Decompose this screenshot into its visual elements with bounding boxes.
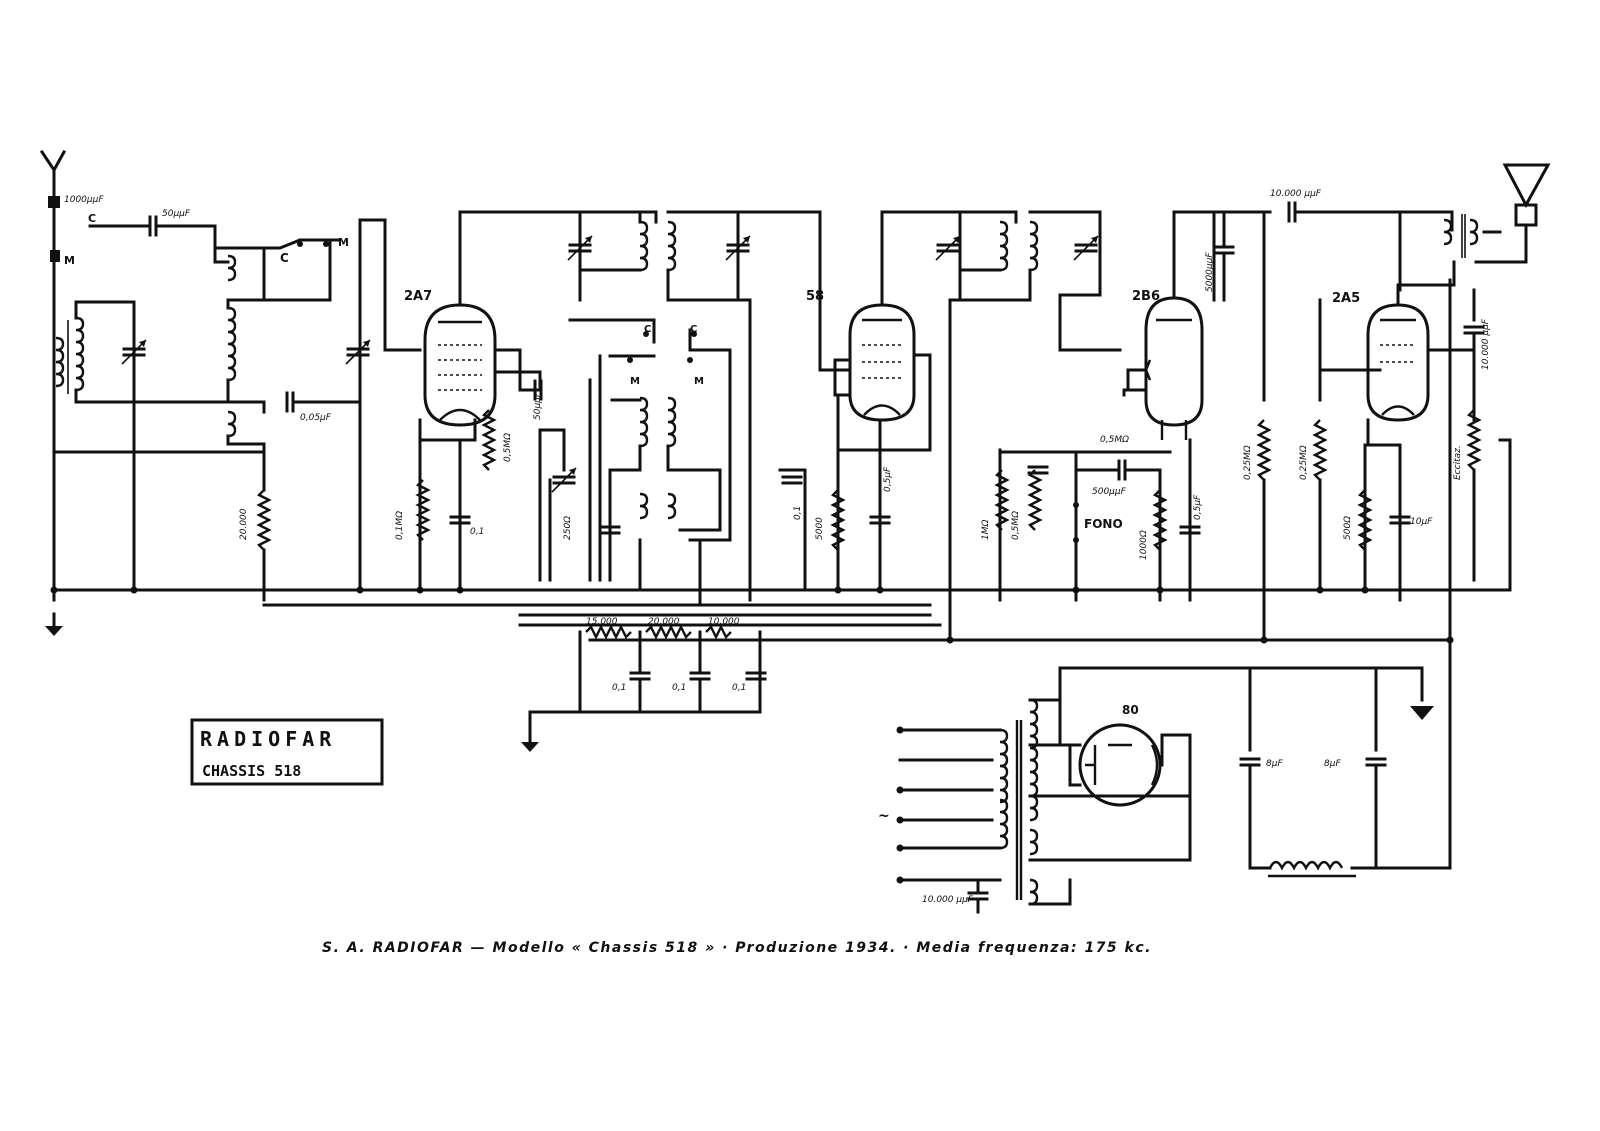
caption: S. A. RADIOFAR — Modello « Chassis 518 » · Produzione 1934. · Media frequenza: 175 kc. bbox=[322, 940, 1152, 956]
mains-cap-label: 10.000 μμF bbox=[1481, 319, 1491, 370]
c-05-label: 0,5μF bbox=[883, 466, 893, 492]
svg-text:C: C bbox=[88, 212, 97, 225]
svg-text:M: M bbox=[64, 254, 75, 267]
field-label: Eccitaz. bbox=[1453, 445, 1463, 480]
antenna-cap-label: 1000μμF bbox=[64, 195, 104, 205]
r-05m-label: 0,5MΩ bbox=[1011, 511, 1021, 540]
svg-text:C: C bbox=[644, 324, 652, 335]
c-01b-label: 0,1 bbox=[793, 505, 803, 520]
brand-model: CHASSIS 518 bbox=[202, 762, 302, 780]
c-a-label: 0,1 bbox=[612, 683, 627, 693]
c-01-label: 0,1 bbox=[470, 527, 485, 537]
phono-label: FONO bbox=[1084, 517, 1123, 531]
svg-text:~: ~ bbox=[878, 808, 890, 824]
filter-choke bbox=[1268, 862, 1356, 876]
c-5000-label: 5000μμF bbox=[1205, 252, 1215, 292]
svg-text:M: M bbox=[630, 376, 640, 387]
c-c-label: 0,1 bbox=[732, 683, 747, 693]
antenna-symbol bbox=[42, 152, 64, 636]
tube-2a5 bbox=[1332, 291, 1428, 420]
if-transformer-2 bbox=[1000, 222, 1037, 270]
r-bias-label: 0,5MΩ bbox=[503, 433, 513, 462]
tube-58 bbox=[806, 289, 914, 420]
c-05b-label: 0,5μF bbox=[1193, 494, 1203, 520]
filter-c1-label: 8μF bbox=[1266, 759, 1283, 769]
mains-cap-2-label: 10.000 μμF bbox=[922, 895, 973, 905]
divider-3-label: 10.000 bbox=[708, 617, 740, 627]
tube-80 bbox=[1080, 703, 1160, 805]
tube-2a7-label: 2A7 bbox=[404, 289, 433, 304]
r-cathode-1-label: 20.000 bbox=[239, 508, 249, 540]
if-transformer-1 bbox=[640, 222, 675, 270]
tube-2b6 bbox=[1132, 289, 1202, 440]
tube-80-label: 80 bbox=[1122, 703, 1139, 717]
antenna-coil bbox=[56, 318, 83, 394]
r-025b-label: 0,25MΩ bbox=[1299, 445, 1309, 480]
tube-2b6-label: 2B6 bbox=[1132, 289, 1160, 304]
speaker-icon bbox=[1476, 165, 1548, 262]
series-cap-label: 50μμF bbox=[162, 209, 191, 219]
filter-c2-label: 8μF bbox=[1324, 759, 1341, 769]
svg-text:M: M bbox=[694, 376, 704, 387]
tube-2a5-label: 2A5 bbox=[1332, 291, 1361, 306]
r-250-label: 250Ω bbox=[563, 515, 573, 540]
output-transformer bbox=[1444, 214, 1477, 258]
c-b-label: 0,1 bbox=[672, 683, 687, 693]
svg-text:M: M bbox=[338, 236, 349, 249]
brand-box bbox=[192, 720, 382, 784]
coupling-cap-label: 0,05μF bbox=[300, 413, 331, 423]
tube-2a7 bbox=[404, 289, 495, 425]
svg-text:C: C bbox=[690, 324, 698, 335]
divider-1-label: 15.000 bbox=[586, 617, 618, 627]
r-1000-label: 1000Ω bbox=[1139, 530, 1149, 560]
r-1m-label: 1MΩ bbox=[981, 519, 991, 540]
svg-text:C: C bbox=[280, 251, 289, 265]
divider-2-label: 20.000 bbox=[648, 617, 680, 627]
c-10-label: 10μF bbox=[1410, 517, 1433, 527]
tube-58-label: 58 bbox=[806, 289, 825, 304]
pad-cap-label: 10.000 μμF bbox=[1270, 189, 1321, 199]
c-500-label: 500μμF bbox=[1092, 487, 1126, 497]
brand-name: RADIOFAR bbox=[200, 727, 337, 751]
r-5000-label: 5000 bbox=[815, 517, 825, 540]
c-50-label: 50μμF bbox=[533, 391, 543, 420]
r-500-label: 500Ω bbox=[1343, 515, 1353, 540]
r-grid-label: 0,1MΩ bbox=[395, 511, 405, 540]
r-05mb-label: 0,5MΩ bbox=[1100, 435, 1129, 445]
r-025a-label: 0,25MΩ bbox=[1243, 445, 1253, 480]
voltage-divider bbox=[586, 617, 740, 637]
power-transformer bbox=[1000, 700, 1037, 904]
